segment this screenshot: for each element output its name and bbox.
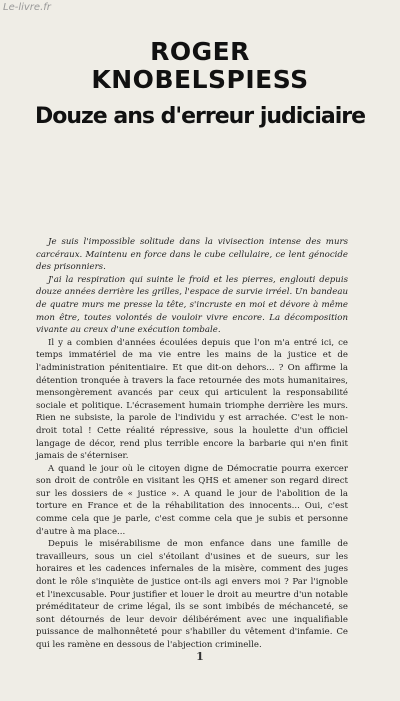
paragraph: J'ai la respiration qui suinte le froid et les pierres, englouti depuis douze années derrière les grilles, l'espace de survie irréel. Un bandeau de quatre murs me presse la tête, s'incruste en moi et dévore à même mon être, toutes volontés de vouloir vivre encore. La décomposition vivante au creux d'une exécution tombale. bbox=[36, 274, 348, 336]
watermark-text: Le-livre.fr bbox=[3, 2, 51, 13]
author-last-name: KNOBELSPIESS bbox=[91, 65, 309, 94]
paragraph: Il y a combien d'années écoulées depuis que l'on m'a entré ici, ce temps immatériel de ma vie entre les mains de la justice et de l'administration pénitentiaire. Et que dit-on dehors... ? On affirme la détention tronquée à travers la face retournée des mots humanitaires, mensongèrement avancés par ceux qui articulent la responsabilité sociale et politique. L'écrasement humain triomphe derrière les murs. Rien ne subsiste, la parole de l'individu y est arrachée. C'est le non-droit total ! Cette réalité répressive, sous la houlette d'un officiel langage de décor, rend plus terrible encore la barbarie qui n'en finit jamais de s'éterniser. bbox=[36, 337, 348, 462]
paragraph: A quand le jour où le citoyen digne de Démocratie pourra exercer son droit de contrôle en visitant les QHS et amener son regard direct sur les dossiers de « justice ». A quand le jour de l'abolition de la torture en France et de la réhabilitation des innocents... Oui, c'est comme cela que je parle, c'est comme cela que je subis et personne d'autre à ma place... bbox=[36, 463, 348, 537]
author-first-name: ROGER bbox=[150, 37, 250, 66]
paragraph: Je suis l'impossible solitude dans la vivisection intense des murs carcéraux. Maintenu en force dans le cube cellulaire, ce lent génocide des prisonniers. bbox=[36, 237, 348, 273]
author-name bbox=[0, 38, 400, 94]
page-number: 1 bbox=[196, 650, 204, 663]
body-text bbox=[36, 236, 348, 652]
paragraph: Depuis le misérabilisme de mon enfance dans une famille de travailleurs, sous un ciel s'étoilant d'usines et de sueurs, sur les horaires et les cadences infernales de la misère, comment des juges dont le rôle s'inquiète de justice ont-ils agi envers moi ? Par l'ignoble et l'inexcusable. Pour justifier et louer le droit au meurtre d'un notable préméditateur de crime légal, ils se sont imbibés de méchanceté, se sont détournés de leur devoir délibérément avec une inqualifiable puissance de malhonnêteté pour s'habiller du vêtement d'infamie. Ce qui les ramène en dessous de l'abjection criminelle. bbox=[36, 539, 348, 650]
document-title: Douze ans d'erreur judiciaire bbox=[34, 104, 366, 129]
